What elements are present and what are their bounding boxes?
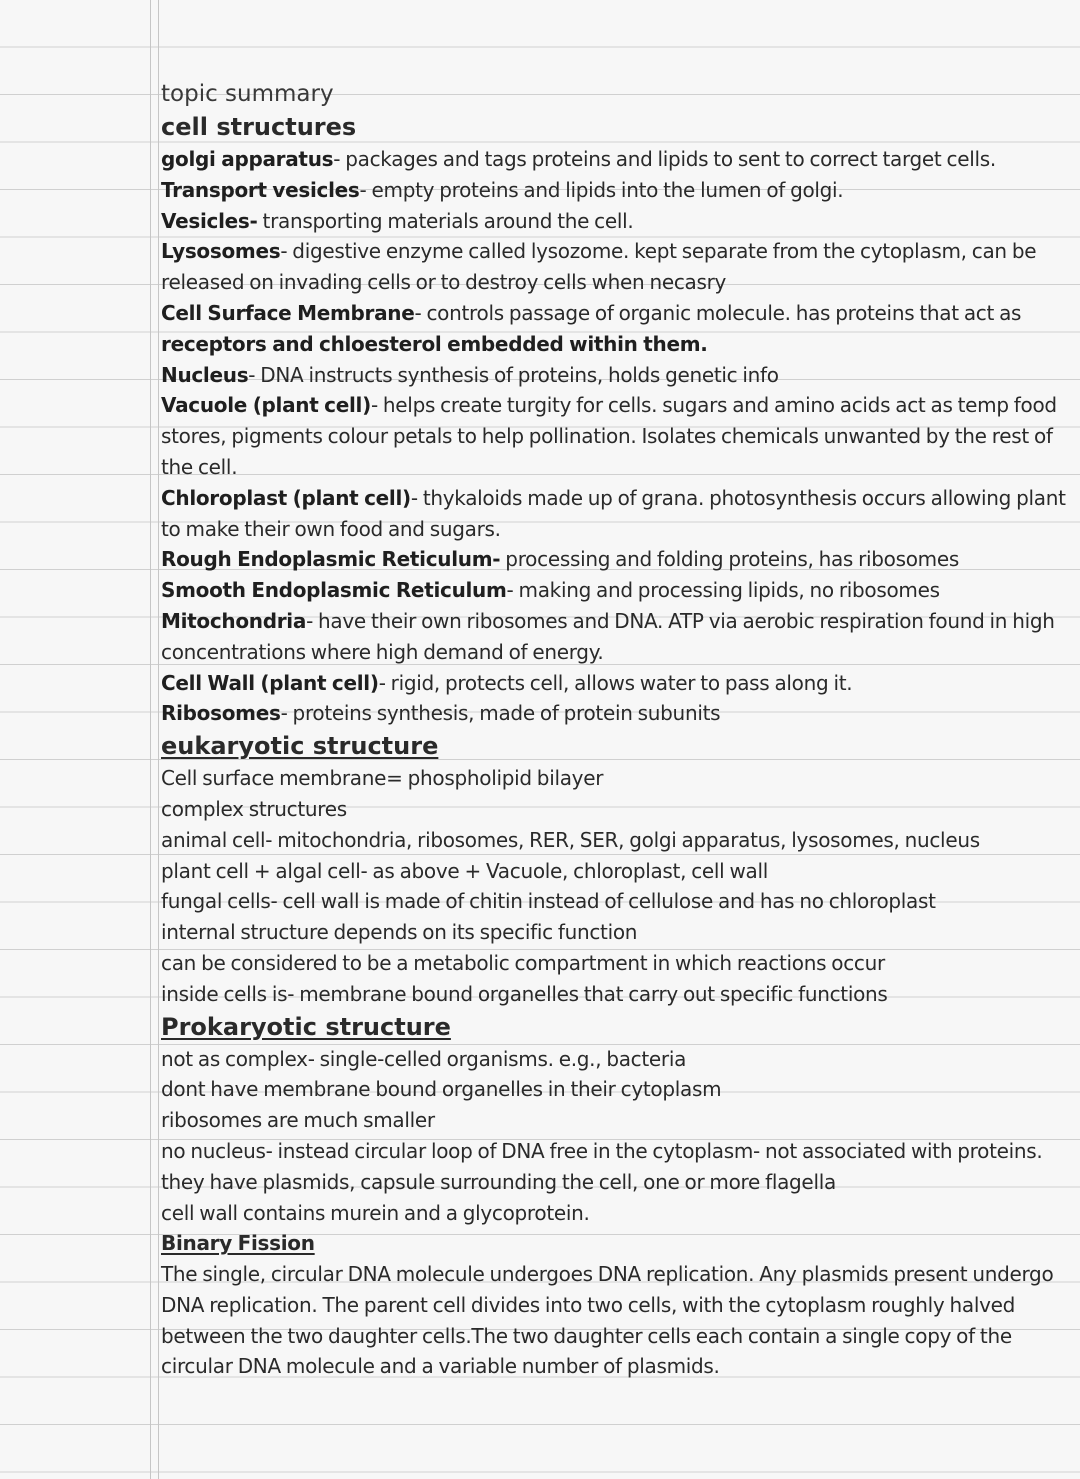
term: Ribosomes <box>161 701 281 726</box>
note-chloroplast <box>161 483 1079 545</box>
definition: - have their own ribosomes and DNA. ATP via aerobic respiration found in high concentrations where high demand of energy. <box>161 608 1060 664</box>
section-heading-eukaryotic: eukaryotic structure <box>161 732 439 761</box>
definition: - digestive enzyme called lysozome. kept separate from the cytoplasm, can be released on invading cells or to destroy cells when necasry <box>161 239 1042 295</box>
term: Vesicles- <box>161 208 258 233</box>
prokaryotic-line: they have plasmids, capsule surrounding the cell, one or more flagella <box>161 1169 836 1194</box>
note-cell-wall <box>161 668 1079 699</box>
note-nucleus <box>161 360 1079 391</box>
term: Smooth Endoplasmic Reticulum <box>161 578 507 603</box>
term: Rough Endoplasmic Reticulum- <box>161 547 501 572</box>
prokaryotic-line: dont have membrane bound organelles in their cytoplasm <box>161 1077 722 1102</box>
definition: - helps create turgity for cells. sugars and amino acids act as temp food stores, pigments colour petals to help pollination. Isolates chemicals unwanted by the rest of the cell. <box>161 393 1062 479</box>
note-transport-vesicles <box>161 175 1079 206</box>
notes-content <box>161 78 1079 1382</box>
prokaryotic-line: ribosomes are much smaller <box>161 1108 435 1133</box>
eukaryotic-line: animal cell- mitochondria, ribosomes, RER, SER, golgi apparatus, lysosomes, nucleus <box>161 827 980 852</box>
section-heading-binary-fission: Binary Fission <box>161 1231 315 1256</box>
note-golgi <box>161 144 1079 175</box>
note-smooth-er <box>161 575 1079 606</box>
term: Cell Surface Membrane <box>161 300 415 325</box>
note-cell-surface-membrane <box>161 298 1079 360</box>
margin-line <box>158 0 159 1479</box>
definition: - controls passage of organic molecule. has proteins that act as <box>414 300 1027 325</box>
term: Transport vesicles <box>161 177 360 202</box>
note-vesicles <box>161 206 1079 237</box>
note-mitochondria <box>161 606 1079 668</box>
note-lysosomes <box>161 236 1079 298</box>
definition: processing and folding proteins, has ribosomes <box>500 547 959 572</box>
definition: - thykaloids made up of grana. photosynthesis occurs allowing plant to make their own food and sugars. <box>161 485 1071 541</box>
eukaryotic-line: Cell surface membrane= phospholipid bilayer <box>161 766 604 791</box>
prokaryotic-line: cell wall contains murein and a glycoprotein. <box>161 1200 590 1225</box>
definition: - packages and tags proteins and lipids to sent to correct target cells. <box>333 147 996 171</box>
eukaryotic-line: complex structures <box>161 796 347 821</box>
definition: - making and processing lipids, no ribosomes <box>506 578 940 603</box>
note-rough-er <box>161 544 1079 575</box>
term: Nucleus <box>161 362 249 387</box>
eukaryotic-line: fungal cells- cell wall is made of chitin instead of cellulose and has no chloroplast <box>161 889 936 914</box>
definition: transporting materials around the cell. <box>257 208 634 233</box>
eukaryotic-line: inside cells is- membrane bound organelles that carry out specific functions <box>161 981 888 1006</box>
prokaryotic-line: not as complex- single-celled organisms. e.g., bacteria <box>161 1046 687 1071</box>
term: Cell Wall (plant cell) <box>161 670 379 695</box>
eukaryotic-line: can be considered to be a metabolic compartment in which reactions occur <box>161 950 885 975</box>
section-heading-prokaryotic: Prokaryotic structure <box>161 1012 451 1041</box>
eukaryotic-line: internal structure depends on its specific function <box>161 920 638 945</box>
definition: - empty proteins and lipids into the lumen of golgi. <box>359 177 844 202</box>
binary-fission-paragraph: The single, circular DNA molecule undergoes DNA replication. Any plasmids present undergo DNA replication. The parent cell divides into two cells, with the cytoplasm roughly halved between the two daughter cells.The two daughter cells each contain a single copy of the circular DNA molecule and a variable number of plasmids. <box>161 1262 1059 1379</box>
prokaryotic-line: no nucleus- instead circular loop of DNA free in the cytoplasm- not associated with proteins. <box>161 1138 1043 1163</box>
definition: - rigid, protects cell, allows water to pass along it. <box>378 670 853 695</box>
term-emphasis: receptors and chloesterol embedded within them. <box>161 331 708 356</box>
definition: - proteins synthesis, made of protein subunits <box>280 701 721 726</box>
term: Mitochondria <box>161 608 307 633</box>
section-heading-cell-structures: cell structures <box>161 113 357 141</box>
eukaryotic-line: plant cell + algal cell- as above + Vacuole, chloroplast, cell wall <box>161 858 769 883</box>
page-title: topic summary <box>161 81 334 107</box>
note-ribosomes <box>161 698 1079 729</box>
note-vacuole <box>161 390 1079 482</box>
term: golgi apparatus <box>161 147 334 171</box>
term: Vacuole (plant cell) <box>161 393 371 418</box>
definition: - DNA instructs synthesis of proteins, holds genetic info <box>248 362 779 387</box>
margin-line <box>150 0 151 1479</box>
term: Lysosomes <box>161 239 281 264</box>
term: Chloroplast (plant cell) <box>161 485 411 510</box>
